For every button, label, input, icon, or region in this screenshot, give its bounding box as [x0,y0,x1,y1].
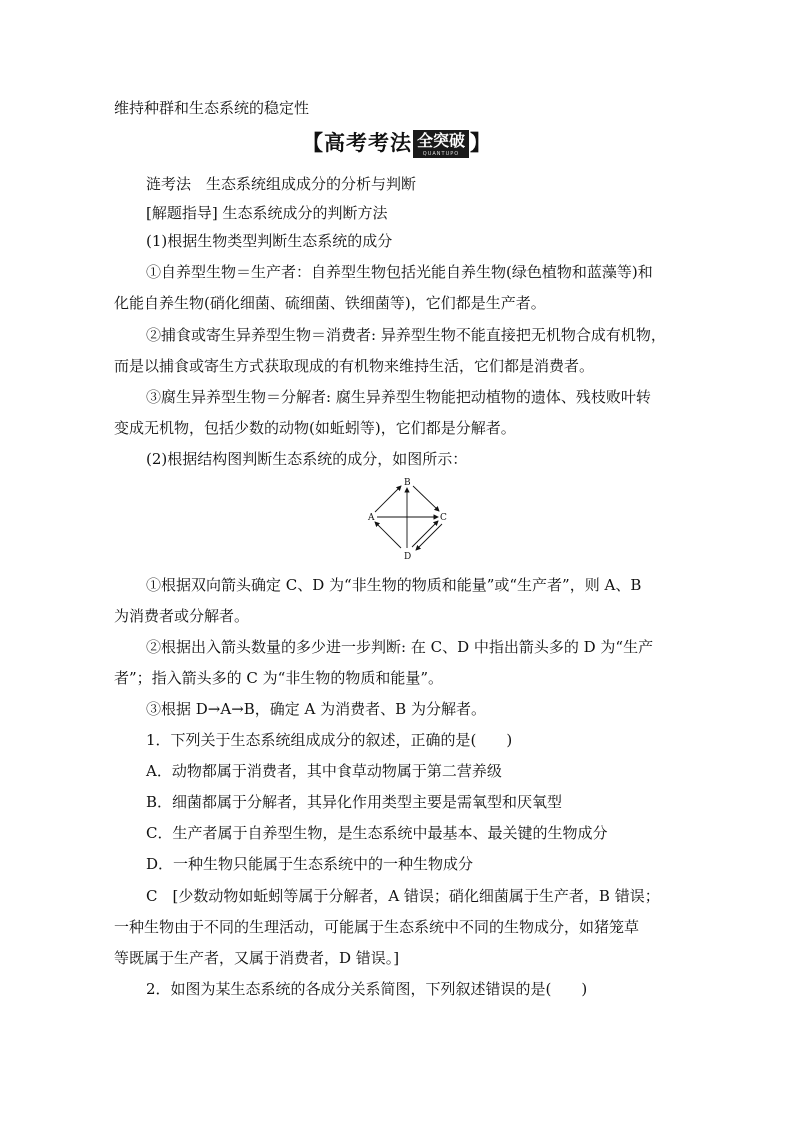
answer-1-line-3: 等既属于生产者，又属于消费者，D 错误。] [114,949,400,967]
question-1-option-d: D．一种生物只能属于生态系统中的一种生物成分 [146,855,474,873]
question-1-option-b: B．细菌都属于分解者，其异化作用类型主要是需氧型和厌氧型 [146,793,563,811]
paragraph-3-line-1: ③腐生异养型生物＝分解者: 腐生异养型生物能把动植物的遗体、残枝败叶转 [146,388,651,406]
arrow-b-to-c [413,486,439,511]
diagram-label-a: A [368,513,375,523]
subheading-2: (2)根据结构图判断生态系统的成分，如图所示： [146,450,468,468]
banner-left-bracket: 【 [301,131,324,155]
question-1-option-c: C．生产者属于自养型生物，是生态系统中最基本、最关键的生物成分 [146,824,608,842]
section-header: 维持种群和生态系统的稳定性 [114,99,310,117]
answer-1-line-2: 一种生物由于不同的生理活动，可能属于生态系统中不同的生物成分，如猪笼草 [114,918,640,936]
answer-1-line-1: C [少数动物如蚯蚓等属于分解者，A 错误；硝化细菌属于生产者，B 错误； [146,887,660,905]
banner-badge-subtext: QUANTUPO [422,151,460,157]
paragraph-2-line-2: 而是以捕食或寄生方式获取现成的有机物来维持生活，它们都是消费者。 [114,357,595,375]
paragraph-1-line-2: 化能自养生物(硝化细菌、硫细菌、铁细菌等)，它们都是生产者。 [114,294,546,312]
arrow-d-to-c [412,521,438,547]
question-1-option-a: A．动物都属于消费者，其中食草动物属于第二营养级 [146,762,502,780]
diagram-point-3: ③根据 D→A→B，确定 A 为消费者、B 为分解者。 [146,700,486,718]
subheading-1: (1)根据生物类型判断生态系统的成分 [146,232,393,250]
ecosystem-structure-diagram [360,476,454,562]
diagram-label-b: B [404,478,411,488]
diagram-label-d: D [404,552,412,562]
method-heading: 涟考法 生态系统组成成分的分析与判断 [146,175,417,193]
banner-title [0,128,794,158]
diagram-point-1-line-2: 为消费者或分解者。 [114,607,250,625]
arrow-d-to-a [375,522,401,548]
question-2-stem: 2．如图为某生态系统的各成分关系简图，下列叙述错误的是( ) [146,980,588,998]
diagram-label-c: C [440,513,447,523]
arrow-a-to-b [375,486,401,512]
guide-heading: [解题指导] 生态系统成分的判断方法 [146,204,388,222]
diagram-point-2-line-2: 者”；指入箭头多的 C 为“非生物的物质和能量”。 [114,669,444,687]
diagram-point-1-line-1: ①根据双向箭头确定 C、D 为“非生物的物质和能量”或“生产者”，则 A、B [146,576,642,594]
question-1-stem: 1．下列关于生态系统组成成分的叙述，正确的是( ) [146,731,513,749]
paragraph-2-line-1: ②捕食或寄生异养型生物＝消费者: 异养型生物不能直接把无机物合成有机物， [146,326,666,344]
arrow-c-to-d [416,524,442,550]
diagram-point-2-line-1: ②根据出入箭头数量的多少进一步判断: 在 C、D 中指出箭头多的 D 为“生产 [146,638,654,656]
banner-right-bracket: 】 [470,131,492,155]
paragraph-3-line-2: 变成无机物，包括少数的动物(如蚯蚓等)，它们都是分解者。 [114,419,516,437]
banner-title-text: 高考考法 [323,131,412,155]
banner-badge-text: 全突破 [416,131,465,150]
banner-badge [413,130,469,158]
paragraph-1-line-1: ①自养型生物＝生产者：自养型生物包括光能自养生物(绿色植物和蓝藻等)和 [146,263,653,281]
